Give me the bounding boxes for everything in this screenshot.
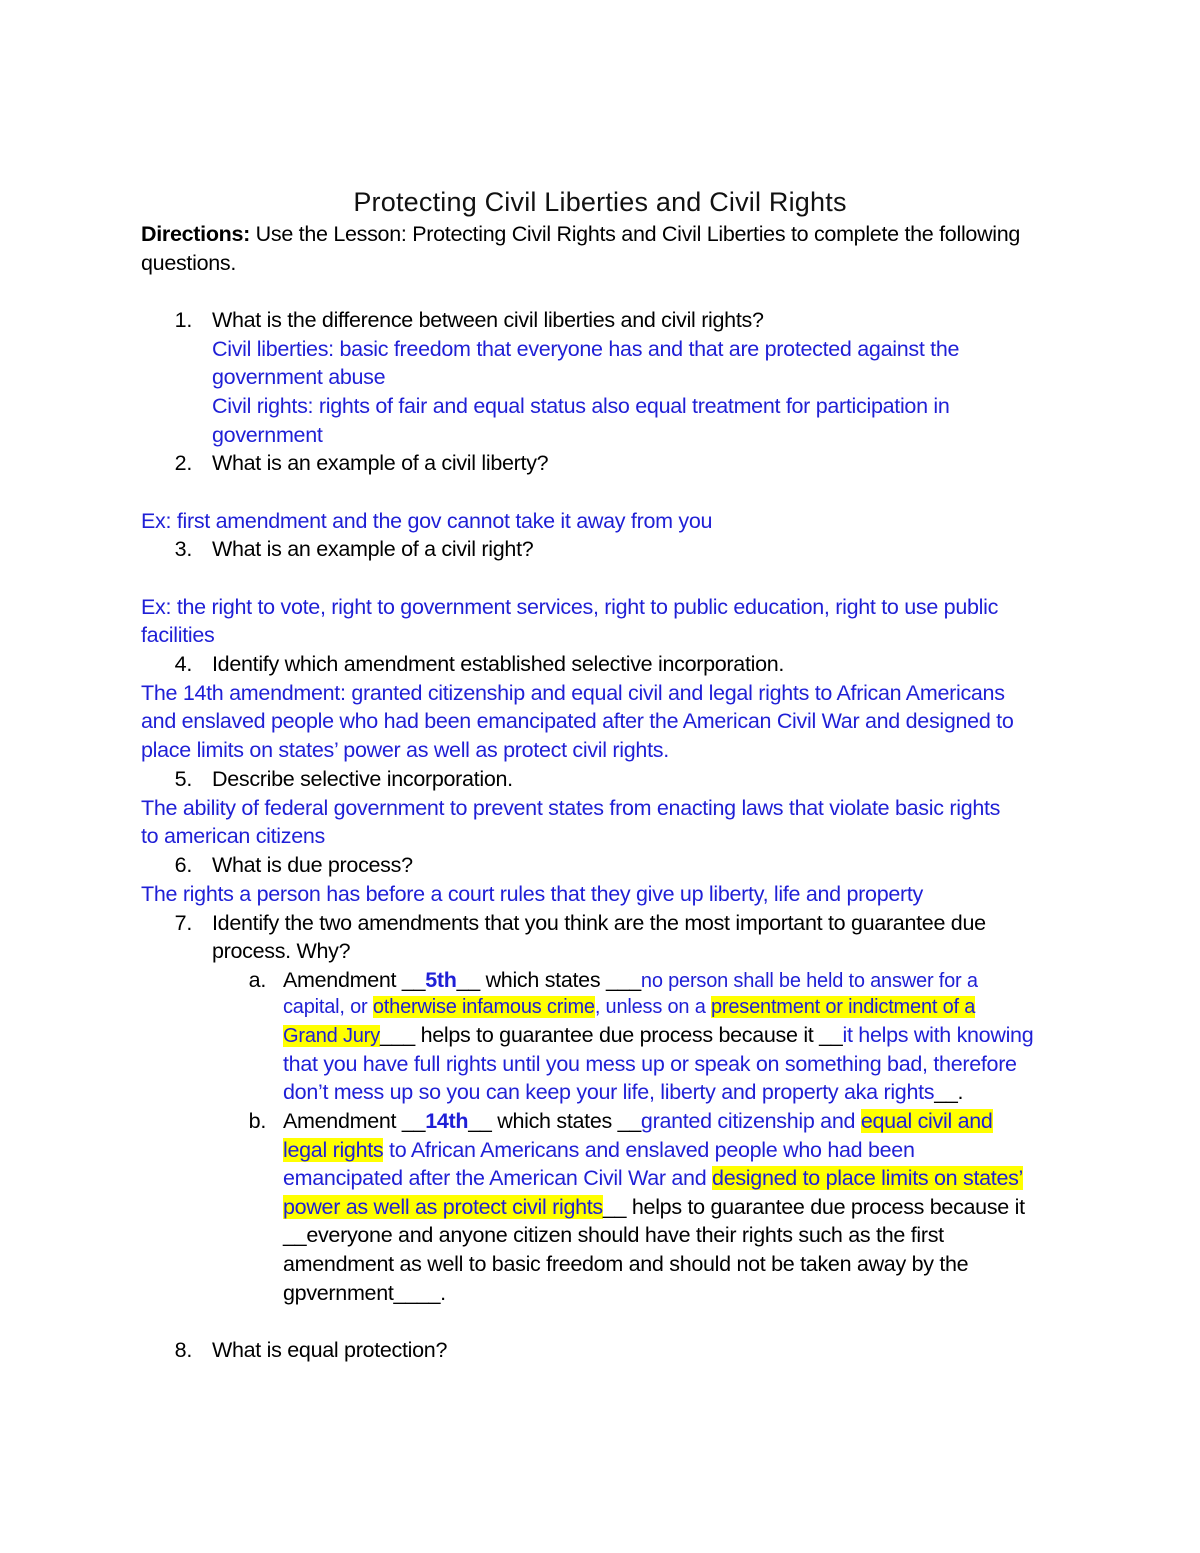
item-7b-line-1: Amendment __14th__ which states __granted citizenship and equal civil and: [283, 1109, 993, 1133]
item-7b-line-5: __everyone and anyone citizen should have their rights such as the first: [283, 1223, 944, 1247]
question-3-text: What is an example of a civil right?: [212, 537, 534, 561]
question-1-text: What is the difference between civil liberties and civil rights?: [212, 308, 764, 332]
answer-1-line-4: government: [212, 423, 323, 447]
amendment-5th: 5th: [425, 968, 457, 992]
question-6-number: 6.: [174, 853, 192, 877]
question-4-number: 4.: [174, 652, 192, 676]
item-7a-line-4: that you have full rights until you mess up or speak on something bad, therefore: [283, 1052, 1017, 1076]
question-7-text-line-1: Identify the two amendments that you think are the most important to guarantee due: [212, 911, 986, 935]
question-4-text: Identify which amendment established selective incorporation.: [212, 652, 785, 676]
question-5-number: 5.: [174, 767, 192, 791]
fifth-amendment-quote: no person shall be held to answer for a: [640, 970, 978, 992]
answer-1-line-3: Civil rights: rights of fair and equal status also equal treatment for participation in: [212, 394, 950, 418]
question-5-text: Describe selective incorporation.: [212, 767, 513, 791]
question-1-number: 1.: [174, 308, 192, 332]
question-3-number: 3.: [174, 537, 192, 561]
answer-6-line-1: The rights a person has before a court rules that they give up liberty, life and property: [141, 882, 923, 906]
highlight-legal-rights: legal rights: [283, 1138, 384, 1162]
answer-3-line-1: Ex: the right to vote, right to government services, right to public education, right to use public: [141, 595, 999, 619]
item-7b-line-6: amendment as well to basic freedom and should not be taken away by the: [283, 1252, 969, 1276]
item-7b-line-2: legal rights to African Americans and enslaved people who had been: [283, 1138, 915, 1162]
directions-line-2: questions.: [141, 251, 237, 275]
answer-1-line-2: government abuse: [212, 365, 386, 389]
item-7a-line-5: don’t mess up so you can keep your life, liberty and property aka rights__.: [283, 1080, 964, 1104]
answer-3-line-2: facilities: [141, 623, 215, 647]
answer-1-line-1: Civil liberties: basic freedom that everyone has and that are protected against the: [212, 337, 960, 361]
highlight-protect-civil-rights: power as well as protect civil rights: [283, 1195, 603, 1219]
item-7b-letter: b.: [248, 1109, 266, 1133]
item-7a-letter: a.: [248, 968, 266, 992]
question-7-text-line-2: process. Why?: [212, 939, 351, 963]
highlight-equal-civil: equal civil and: [860, 1109, 993, 1133]
item-7a-line-3: Grand Jury___ helps to guarantee due process because it __it helps with knowing: [283, 1023, 1034, 1047]
highlight-presentment: presentment or indictment of a: [711, 996, 976, 1018]
directions-line-1: [141, 220, 1020, 248]
question-2-text: What is an example of a civil liberty?: [212, 451, 549, 475]
question-8-number: 8.: [174, 1338, 192, 1362]
page-title: Protecting Civil Liberties and Civil Rights: [353, 187, 847, 217]
question-6-text: What is due process?: [212, 853, 413, 877]
answer-4-line-3: place limits on states’ power as well as protect civil rights.: [141, 738, 669, 762]
highlight-grand-jury: Grand Jury: [283, 1025, 380, 1047]
answer-2-line-1: Ex: first amendment and the gov cannot take it away from you: [141, 509, 713, 533]
item-7a-line-2: capital, or otherwise infamous crime, unless on a presentment or indictment of a: [283, 996, 976, 1018]
directions-text: Use the Lesson: Protecting Civil Rights and Civil Liberties to complete the following: [250, 222, 1021, 246]
answer-5-line-2: to american citizens: [141, 824, 325, 848]
directions-label: Directions:: [141, 222, 250, 246]
question-7-number: 7.: [174, 911, 192, 935]
answer-4-line-1: The 14th amendment: granted citizenship and equal civil and legal rights to African Americans: [141, 681, 1005, 705]
highlight-designed-limits: designed to place limits on states’: [712, 1166, 1024, 1190]
item-7b-line-4: power as well as protect civil rights__ helps to guarantee due process because it: [283, 1195, 1025, 1219]
item-7b-line-7: gpvernment____.: [283, 1281, 446, 1305]
question-8-text: What is equal protection?: [212, 1338, 448, 1362]
question-2-number: 2.: [174, 451, 192, 475]
amendment-14th: 14th: [425, 1109, 469, 1133]
answer-4-line-2: and enslaved people who had been emancipated after the American Civil War and designed to: [141, 709, 1014, 733]
answer-5-line-1: The ability of federal government to prevent states from enacting laws that violate basic rights: [141, 796, 1001, 820]
item-7b-line-3: emancipated after the American Civil War and designed to place limits on states’: [283, 1166, 1024, 1190]
highlight-infamous-crime: otherwise infamous crime: [372, 996, 595, 1018]
item-7a-line-1: Amendment __5th__ which states ___no person shall be held to answer for a: [283, 968, 978, 992]
